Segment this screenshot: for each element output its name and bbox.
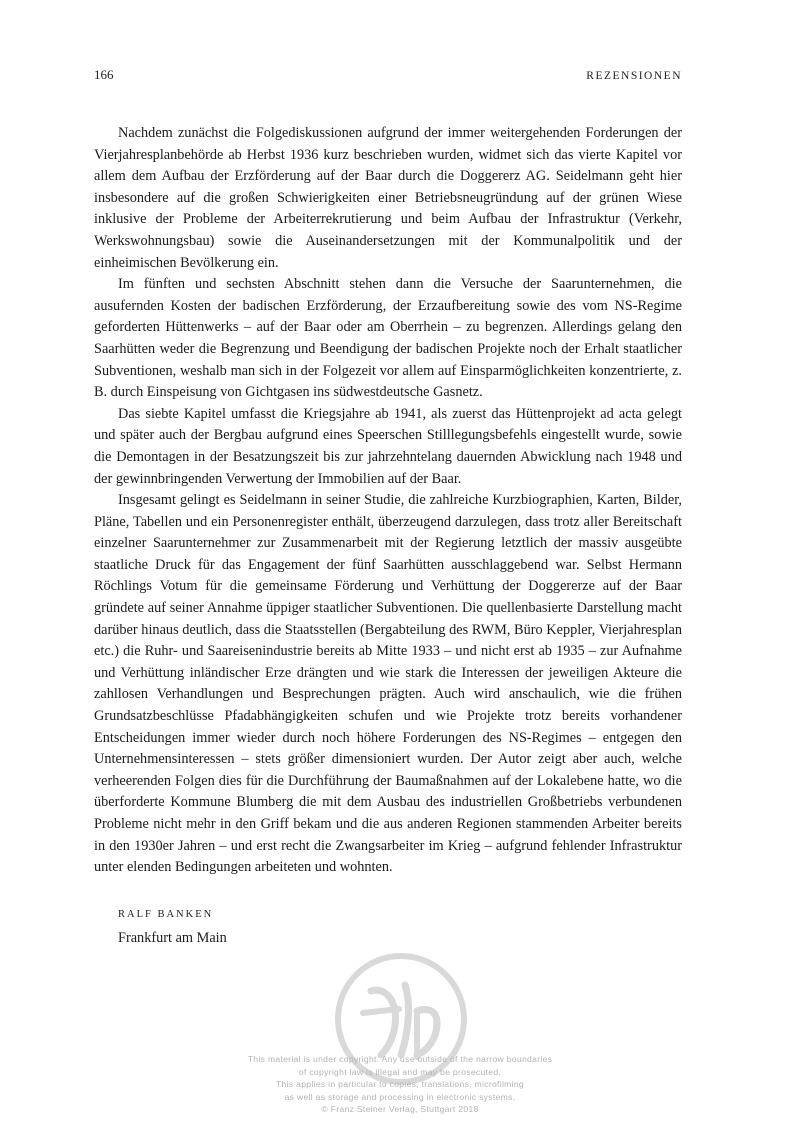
paragraph: Insgesamt gelingt es Seidelmann in seiner Studie, die zahlreiche Kurzbiographien, Karten, Bilder, Pläne, Tabellen und ein Personenregister enthält, überzeugend darzulegen, dass trotz aller Bereitschaft einzelner Saarunternehmer zur Zusammenarbeit mit der Regierung letztlich der massiv ausgeübte staatliche Druck für das Engagement der fünf Saarhütten ausschlaggebend war. Selbst Hermann Röchlings Votum für die gemeinsame Förderung und Verhüttung der Doggererze auf der Baar gründete auf seiner Annahme üppiger staatlicher Subventionen. Die quellenbasierte Darstellung macht darüber hinaus deutlich, dass die Staatsstellen (Bergabteilung des RWM, Büro Keppler, Vierjahresplan etc.) die Ruhr- und Saareisenindustrie bereits ab Mitte 1933 – und nicht erst ab 1935 – zur Aufnahme und Verhüttung inländischer Erze drängten und wie stark die Interessen der jeweiligen Akteure die zahllosen Verhandlungen und Besprechungen prägten. Auch wird anschaulich, wie die frühen Grundsatzbeschlüsse Pfadabhängigkeiten schufen und wie Projekte trotz bereits vorhandener Entscheidungen immer wieder durch noch höhere Forderungen des NS-Regimes – entgegen den Unternehmensinteressen – stets größer dimensioniert wurden. Der Autor zeigt aber auch, welche verheerenden Folgen dies für die Durchführung der Baumaßnahmen auf der Lokalebene hatte, wo die überforderte Kommune Blumberg die mit dem Ausbau des industriellen Großbetriebs verbundenen Probleme nicht mehr in den Griff bekam und die aus anderen Regionen stammenden Arbeiter bereits in den 1930er Jahren – und erst recht die Zwangsarbeiter im Krieg – aufgrund fehlender Infrastruktur unter elenden Bedingungen arbeiteten und wohnten. <box>94 492 682 876</box>
copyright-notice <box>190 1053 610 1116</box>
copyright-line: as well as storage and processing in electronic systems. <box>284 1091 516 1102</box>
copyright-line: This material is under copyright. Any use outside of the narrow boundaries <box>247 1054 553 1064</box>
author-name: RALF BANKEN <box>118 909 214 920</box>
review-signature <box>118 907 227 949</box>
paragraph: Nachdem zunächst die Folgediskussionen aufgrund der immer weitergehenden Forderungen der Vierjahresplanbehörde ab Herbst 1936 kurz beschrieben wurden, widmet sich das vierte Kapitel vor allem dem Aufbau der Erzförderung auf der Baar durch die Doggererz AG. Seidelmann geht hier insbesondere auf die großen Schwierigkeiten einer Betriebsneugründung auf der grünen Wiese inklusive der Probleme der Arbeiterrekrutierung und beim Aufbau der Infrastruktur (Verkehr, Werkswohnungsbau) sowie die Auseinandersetzungen mit der Kommunalpolitik und der einheimischen Bevölkerung ein. <box>94 125 682 271</box>
copyright-line: of copyright law is illegal and may be prosecuted. <box>298 1066 502 1077</box>
copyright-line: This applies in particular to copies, translations, microfilming <box>276 1079 524 1089</box>
review-body <box>94 123 682 879</box>
copyright-line: © Franz Steiner Verlag, Stuttgart 2018 <box>321 1104 479 1114</box>
page-number: 166 <box>94 67 114 82</box>
paragraph: Im fünften und sechsten Abschnitt stehen dann die Versuche der Saarunternehmen, die ausufernden Kosten der badischen Erzförderung, der Erzaufbereitung sowie des vom NS-Regime geforderten Hüttenwerks – auf der Baar oder am Oberrhein – zu begrenzen. Allerdings gelang den Saarhütten weder die Begrenzung und Beendigung der badischen Projekte noch der Erhalt staatlicher Subventionen, weshalb man sich in der Folgezeit vor allem auf Einsparmöglichkeiten konzentrierte, z. B. durch Einspeisung von Gichtgasen ins südwestdeutsche Gasnetz. <box>94 276 682 401</box>
running-title: REZENSIONEN <box>586 70 682 82</box>
paragraph: Das siebte Kapitel umfasst die Kriegsjahre ab 1941, als zuerst das Hüttenprojekt ad acta gelegt und später auch der Bergbau aufgrund eines Speerschen Stilllegungsbefehls eingestellt wurde, sowie die Demontagen in der Besatzungszeit bis zur jahrzehntelang dauernden Abwicklung nach 1948 und der gewinnbringenden Verwertung der Immobilien auf der Baar. <box>94 405 682 487</box>
running-header <box>94 67 682 83</box>
author-city: Frankfurt am Main <box>118 930 227 946</box>
